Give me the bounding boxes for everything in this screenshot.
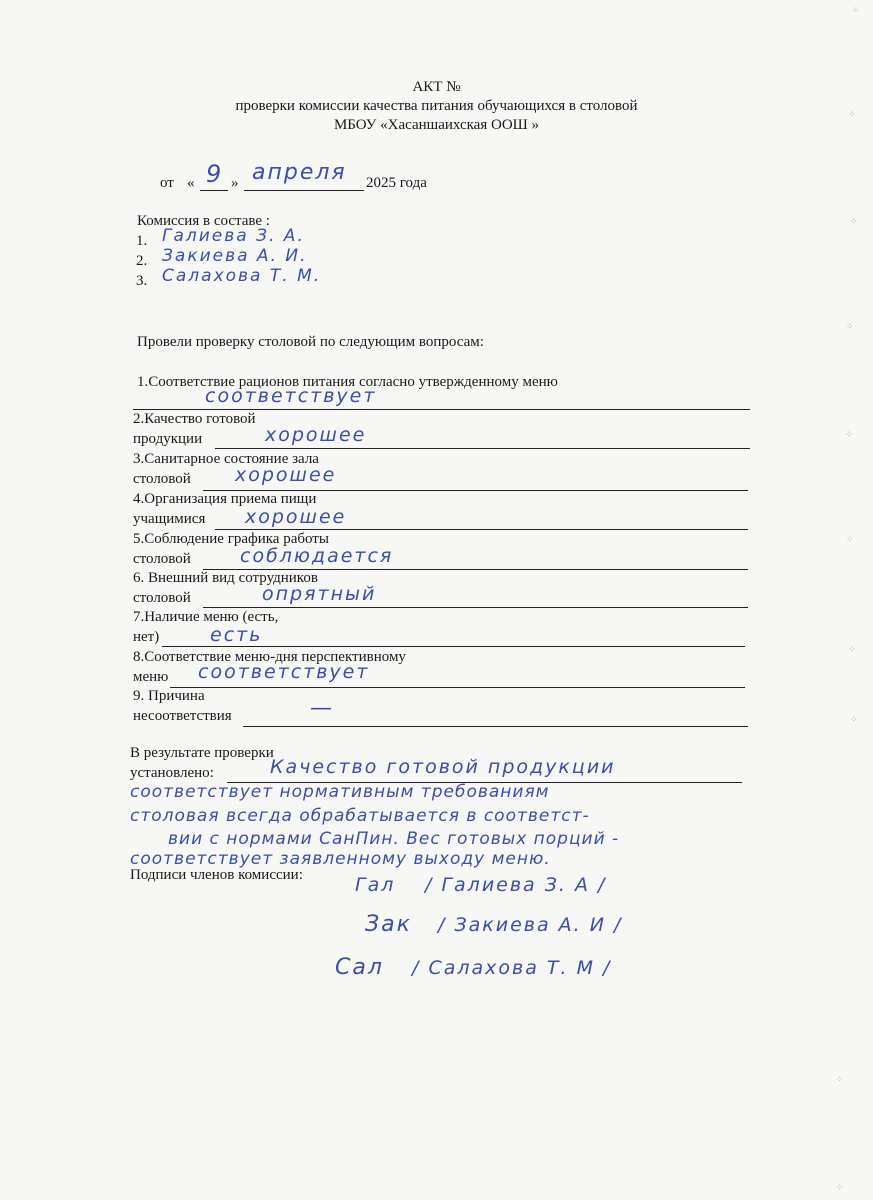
question-7-label: нет)	[133, 629, 160, 645]
member-number: 3.	[136, 273, 148, 289]
scan-speck: ⁘	[846, 322, 854, 332]
scan-speck: ⁘	[850, 715, 858, 725]
scan-speck: ⁘	[852, 6, 860, 16]
question-8-label: меню	[133, 669, 169, 685]
signature-name: / Галиева З. А /	[425, 874, 607, 896]
member-number: 1.	[136, 233, 148, 249]
question-5-label: столовой	[133, 551, 191, 567]
signature-name: / Закиева А. И /	[438, 914, 623, 936]
question-9-label: несоответствия	[133, 708, 232, 724]
question-2-answer: хорошее	[265, 424, 367, 446]
scan-speck: ⁘	[846, 535, 854, 545]
question-2-label: продукции	[133, 431, 203, 447]
member-name: Галиева З. А.	[162, 226, 305, 246]
question-5-title: 5.Соблюдение графика работы	[133, 531, 329, 547]
question-9-title: 9. Причина	[133, 688, 205, 704]
date-open-quote: «	[187, 175, 195, 191]
member-name: Закиева А. И.	[162, 246, 308, 266]
question-2-title: 2.Качество готовой	[133, 411, 256, 427]
question-9-answer: —	[310, 696, 334, 721]
result-line-5: соответствует заявленному выходу меню.	[130, 849, 551, 869]
signatures-label: Подписи членов комиссии:	[130, 867, 303, 883]
answer-line	[170, 687, 745, 688]
act-subtitle: проверки комиссии качества питания обучающихся в столовой	[235, 98, 638, 114]
date-year: 2025 года	[366, 175, 427, 191]
member-number: 2.	[136, 253, 148, 269]
signature-mark: Сал	[335, 955, 384, 980]
date-month: апреля	[252, 160, 347, 185]
scan-speck: ⁘	[836, 1075, 844, 1085]
answer-line	[243, 726, 748, 727]
date-close-quote: »	[231, 175, 239, 191]
date-day: 9	[206, 160, 224, 188]
question-6-label: столовой	[133, 590, 191, 606]
answer-line	[215, 448, 750, 449]
date-day-underline	[200, 190, 228, 191]
scan-speck: ⁘	[848, 645, 856, 655]
question-7-answer: есть	[210, 624, 263, 646]
scan-speck: ⁘	[848, 110, 856, 120]
commission-label: Комиссия в составе :	[137, 213, 270, 229]
result-label: установлено:	[130, 765, 214, 781]
scan-speck: ⁘	[836, 1183, 844, 1193]
result-title: В результате проверки	[130, 745, 274, 761]
act-title: АКТ №	[412, 79, 461, 95]
date-month-underline	[244, 190, 364, 191]
date-prefix: от	[160, 175, 174, 191]
question-3-answer: хорошее	[235, 464, 337, 486]
signature-name: / Салахова Т. М /	[412, 957, 612, 979]
signature-mark: Гал	[355, 874, 396, 896]
signature-mark: Зак	[365, 912, 412, 937]
answer-line	[162, 646, 745, 647]
question-5-answer: соблюдается	[240, 545, 394, 567]
question-1-label: 1.Соответствие рационов питания согласно утвержденному меню	[137, 374, 558, 390]
question-8-answer: соответствует	[198, 661, 370, 683]
school-name: МБОУ «Хасаншаихская ООШ »	[333, 117, 540, 133]
member-name: Салахова Т. М.	[162, 266, 322, 286]
scan-speck: ⁘	[845, 430, 853, 440]
result-line-2: соответствует нормативным требованиям	[130, 782, 550, 802]
question-6-answer: опрятный	[262, 583, 377, 605]
question-4-answer: хорошее	[245, 506, 347, 528]
inspection-intro: Провели проверку столовой по следующим вопросам:	[137, 334, 484, 350]
question-3-label: столовой	[133, 471, 191, 487]
result-line-4: вии с нормами СанПин. Вес готовых порций -	[168, 829, 620, 849]
answer-line	[203, 607, 748, 608]
question-7-title: 7.Наличие меню (есть,	[133, 609, 279, 625]
question-1-answer: соответствует	[205, 385, 377, 407]
result-line-1: Качество готовой продукции	[270, 756, 616, 778]
question-6-title: 6. Внешний вид сотрудников	[133, 570, 318, 586]
question-3-title: 3.Санитарное состояние зала	[133, 451, 319, 467]
question-8-title: 8.Соответствие меню-дня перспективному	[133, 649, 406, 665]
result-line-3: столовая всегда обрабатывается в соответст-	[130, 806, 590, 826]
scan-speck: ⁘	[850, 217, 858, 227]
question-4-label: учащимися	[133, 511, 206, 527]
question-4-title: 4.Организация приема пищи	[133, 491, 317, 507]
